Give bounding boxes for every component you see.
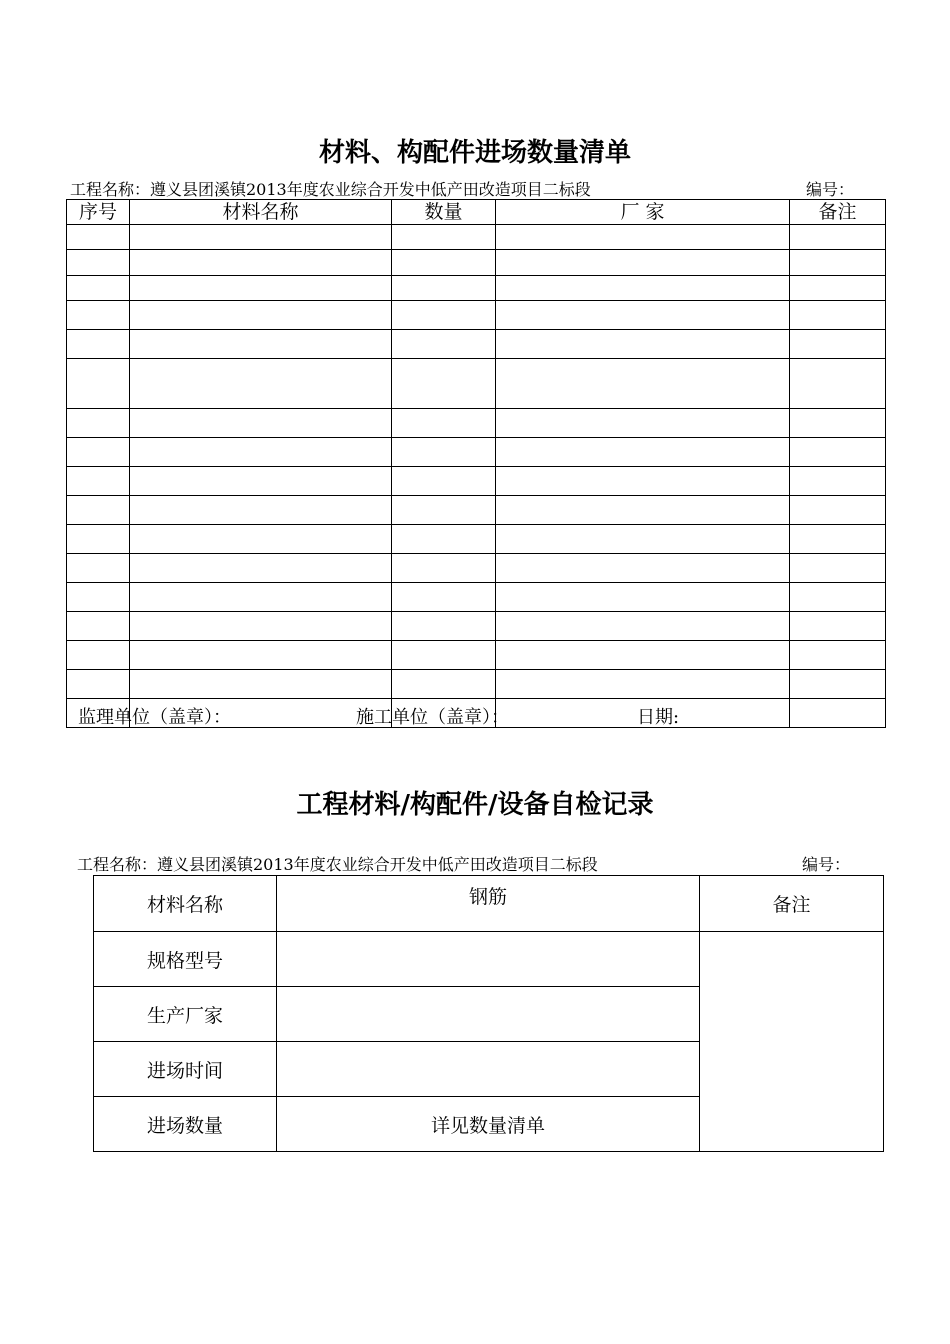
self-check-table (93, 875, 884, 1152)
remark-value[interactable] (700, 932, 884, 1152)
cell[interactable] (67, 612, 130, 641)
header-seq: 序号 (67, 200, 130, 225)
cell[interactable] (496, 554, 790, 583)
cell[interactable] (392, 525, 496, 554)
cell[interactable] (67, 641, 130, 670)
cell[interactable] (130, 670, 392, 699)
cell[interactable] (496, 670, 790, 699)
cell[interactable] (67, 225, 130, 250)
cell[interactable] (790, 525, 886, 554)
cell[interactable] (496, 525, 790, 554)
cell[interactable] (790, 554, 886, 583)
cell[interactable] (130, 525, 392, 554)
cell[interactable] (130, 301, 392, 330)
arrival-quantity-label: 进场数量 (94, 1097, 277, 1152)
cell[interactable] (496, 496, 790, 525)
cell[interactable] (392, 276, 496, 301)
arrival-quantity-value[interactable]: 详见数量清单 (277, 1097, 700, 1152)
cell[interactable] (392, 438, 496, 467)
table-row (94, 932, 884, 987)
manufacturer-label: 生产厂家 (94, 987, 277, 1042)
table-row (67, 250, 886, 276)
cell[interactable] (67, 467, 130, 496)
cell[interactable] (130, 496, 392, 525)
table-row (67, 276, 886, 301)
cell[interactable] (67, 301, 130, 330)
cell[interactable] (392, 554, 496, 583)
table-row (67, 467, 886, 496)
cell[interactable] (496, 409, 790, 438)
header-quantity: 数量 (392, 200, 496, 225)
check-form-project-name: 工程名称：遵义县团溪镇2013年度农业综合开发中低产田改造项目二标段 (77, 855, 598, 874)
table-row (67, 670, 886, 699)
cell[interactable] (790, 583, 886, 612)
cell[interactable] (392, 641, 496, 670)
cell[interactable] (392, 670, 496, 699)
table-row (67, 438, 886, 467)
cell[interactable] (130, 438, 392, 467)
cell[interactable] (130, 276, 392, 301)
cell[interactable] (790, 330, 886, 359)
quantity-list-table (66, 199, 886, 728)
cell[interactable] (790, 250, 886, 276)
cell[interactable] (790, 641, 886, 670)
cell[interactable] (496, 330, 790, 359)
table-row (67, 641, 886, 670)
manufacturer-value[interactable] (277, 987, 700, 1042)
cell[interactable] (496, 359, 790, 409)
table-row (67, 554, 886, 583)
cell[interactable] (790, 409, 886, 438)
cell[interactable] (496, 583, 790, 612)
material-name-label: 材料名称 (94, 876, 277, 932)
cell[interactable] (496, 276, 790, 301)
cell[interactable] (130, 554, 392, 583)
cell[interactable] (392, 359, 496, 409)
cell[interactable] (392, 583, 496, 612)
table-row (67, 612, 886, 641)
check-form-number-label: 编号： (802, 855, 851, 874)
cell[interactable] (790, 467, 886, 496)
cell[interactable] (67, 525, 130, 554)
cell[interactable] (67, 583, 130, 612)
cell[interactable] (130, 250, 392, 276)
spec-model-value[interactable] (277, 932, 700, 987)
cell[interactable] (67, 438, 130, 467)
table-row (67, 525, 886, 554)
cell[interactable] (392, 467, 496, 496)
cell[interactable] (130, 409, 392, 438)
cell[interactable] (496, 438, 790, 467)
cell[interactable] (496, 641, 790, 670)
cell[interactable] (790, 359, 886, 409)
table-row (94, 876, 884, 932)
cell[interactable] (790, 438, 886, 467)
contractor-seal-label: 施工单位（盖章）： (356, 707, 509, 728)
cell[interactable] (67, 359, 130, 409)
cell[interactable] (130, 225, 392, 250)
spec-model-label: 规格型号 (94, 932, 277, 987)
cell[interactable] (392, 250, 496, 276)
cell[interactable] (392, 330, 496, 359)
cell[interactable] (496, 467, 790, 496)
table-row (67, 409, 886, 438)
cell[interactable] (790, 225, 886, 250)
cell[interactable] (790, 496, 886, 525)
cell[interactable] (496, 225, 790, 250)
cell[interactable] (790, 699, 886, 728)
table-row (67, 330, 886, 359)
cell[interactable] (496, 612, 790, 641)
cell[interactable] (130, 359, 392, 409)
table-header-row (67, 200, 886, 225)
cell[interactable] (130, 467, 392, 496)
cell[interactable] (67, 554, 130, 583)
cell[interactable] (130, 641, 392, 670)
list-form-title: 材料、构配件进场数量清单 (318, 138, 631, 168)
cell[interactable] (130, 583, 392, 612)
cell[interactable] (392, 409, 496, 438)
cell[interactable] (790, 612, 886, 641)
date-label: 日期: (637, 707, 680, 728)
cell[interactable] (392, 301, 496, 330)
cell[interactable] (67, 330, 130, 359)
header-remark: 备注 (790, 200, 886, 225)
cell[interactable] (67, 496, 130, 525)
table-row (67, 583, 886, 612)
arrival-time-label: 进场时间 (94, 1042, 277, 1097)
arrival-time-value[interactable] (277, 1042, 700, 1097)
cell[interactable] (130, 612, 392, 641)
cell[interactable] (130, 330, 392, 359)
table-row (67, 225, 886, 250)
cell[interactable] (67, 670, 130, 699)
list-form-project-name: 工程名称：遵义县团溪镇2013年度农业综合开发中低产田改造项目二标段 (70, 180, 591, 199)
table-row (67, 301, 886, 330)
table-row (67, 359, 886, 409)
material-name-value[interactable]: 钢筋 (277, 876, 700, 932)
table-row (67, 496, 886, 525)
cell[interactable] (392, 225, 496, 250)
cell[interactable] (790, 276, 886, 301)
supervisor-seal-label: 监理单位（盖章）： (78, 707, 231, 728)
header-material-name: 材料名称 (130, 200, 392, 225)
cell[interactable] (790, 301, 886, 330)
cell[interactable] (67, 409, 130, 438)
cell[interactable] (496, 301, 790, 330)
cell[interactable] (496, 250, 790, 276)
cell[interactable] (392, 496, 496, 525)
cell[interactable] (67, 276, 130, 301)
cell[interactable] (392, 612, 496, 641)
list-form-number-label: 编号： (806, 180, 855, 199)
cell[interactable] (67, 250, 130, 276)
cell[interactable] (790, 670, 886, 699)
check-form-title: 工程材料/构配件/设备自检记录 (296, 790, 654, 820)
header-manufacturer: 厂 家 (496, 200, 790, 225)
remark-label: 备注 (700, 876, 884, 932)
